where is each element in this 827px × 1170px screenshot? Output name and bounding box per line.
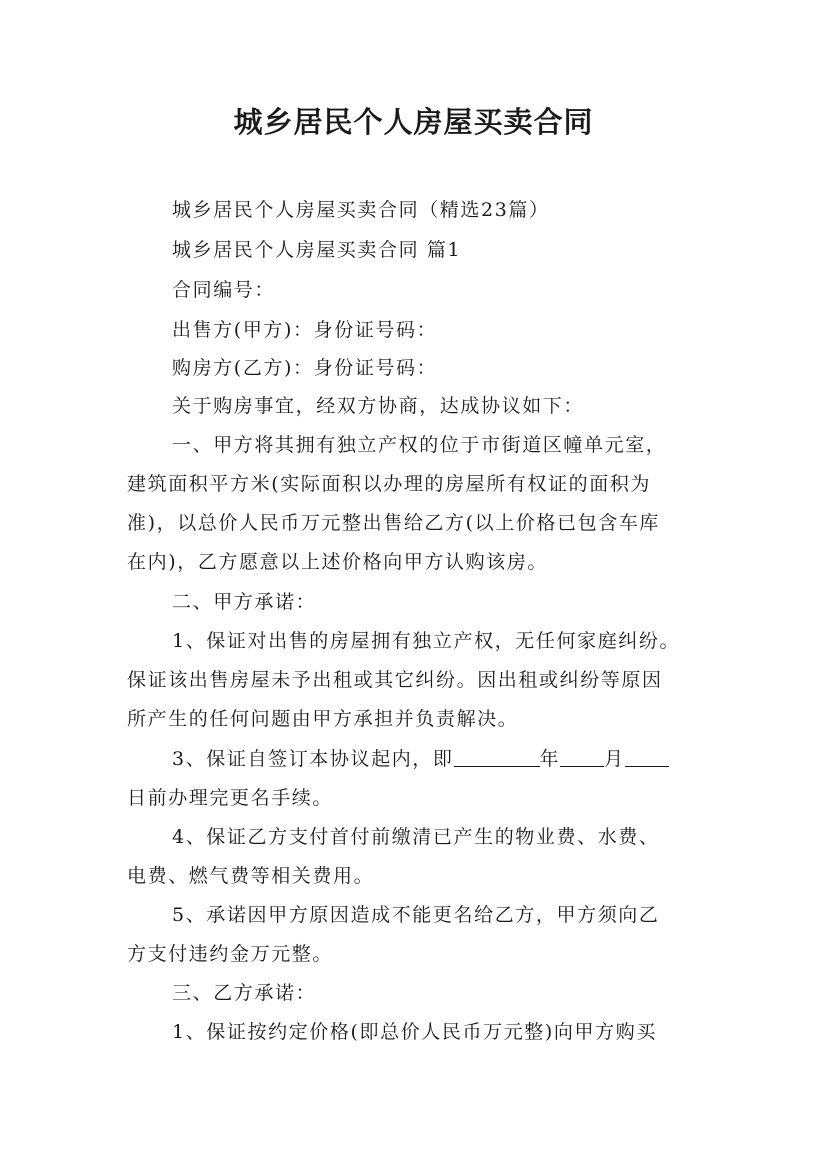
clause1-text: 一、甲方将其拥有独立产权的位于市街道区幢单元室， — [172, 434, 667, 456]
clause2-item5-text: 5、承诺因甲方原因造成不能更名给乙方，甲方须向乙 — [172, 904, 660, 926]
section-heading: 城乡居民个人房屋买卖合同 篇1 — [172, 239, 462, 261]
buyer-label: 购房方(乙方)：身份证号码： — [172, 357, 438, 379]
clause2-heading: 二、甲方承诺： — [172, 591, 317, 613]
day-blank-line — [625, 744, 669, 767]
clause3-heading: 三、乙方承诺： — [172, 982, 317, 1004]
month-blank-line — [560, 744, 604, 767]
clause1-text: 在内)，乙方愿意以上述价格向甲方认购该房。 — [127, 551, 549, 573]
document-subtitle: 城乡居民个人房屋买卖合同（精选23篇） — [172, 199, 550, 221]
year-label: 年 — [539, 748, 561, 770]
clause2-item1-text: 1、保证对出售的房屋拥有独立产权，无任何家庭纠纷。 — [172, 630, 681, 652]
clause2-item1-text: 所产生的任何问题由甲方承担并负责解决。 — [127, 708, 519, 730]
clause3-item1-text: 1、保证按约定价格(即总价人民币万元整)向甲方购买 — [172, 1021, 657, 1043]
clause2-item3-text: 日前办理完更名手续。 — [127, 787, 334, 809]
year-blank-line — [454, 744, 540, 767]
intro-text: 关于购房事宜，经双方协商，达成协议如下： — [172, 395, 585, 417]
month-label: 月 — [604, 748, 625, 770]
contract-number-label: 合同编号： — [172, 279, 276, 301]
clause1-text: 准)，以总价人民币万元整出售给乙方(以上价格已包含车库 — [127, 512, 661, 534]
clause2-item4-text: 4、保证乙方支付首付前缴清已产生的物业费、水费、 — [172, 826, 660, 848]
clause1-text: 建筑面积平方米(实际面积以办理的房屋所有权证的面积为 — [127, 473, 652, 495]
document-title: 城乡居民个人房屋买卖合同 — [233, 105, 594, 139]
clause2-item4-text: 电费、燃气费等相关费用。 — [127, 865, 375, 887]
seller-label: 出售方(甲方)：身份证号码： — [172, 319, 438, 341]
clause2-item3-lead: 3、保证自签订本协议起内，即 — [172, 748, 454, 770]
clause2-item1-text: 保证该出售房屋未予出租或其它纠纷。因出租或纠纷等原因 — [127, 669, 663, 691]
clause2-item5-text: 方支付违约金万元整。 — [127, 943, 334, 965]
clause2-item3-text — [172, 740, 707, 778]
